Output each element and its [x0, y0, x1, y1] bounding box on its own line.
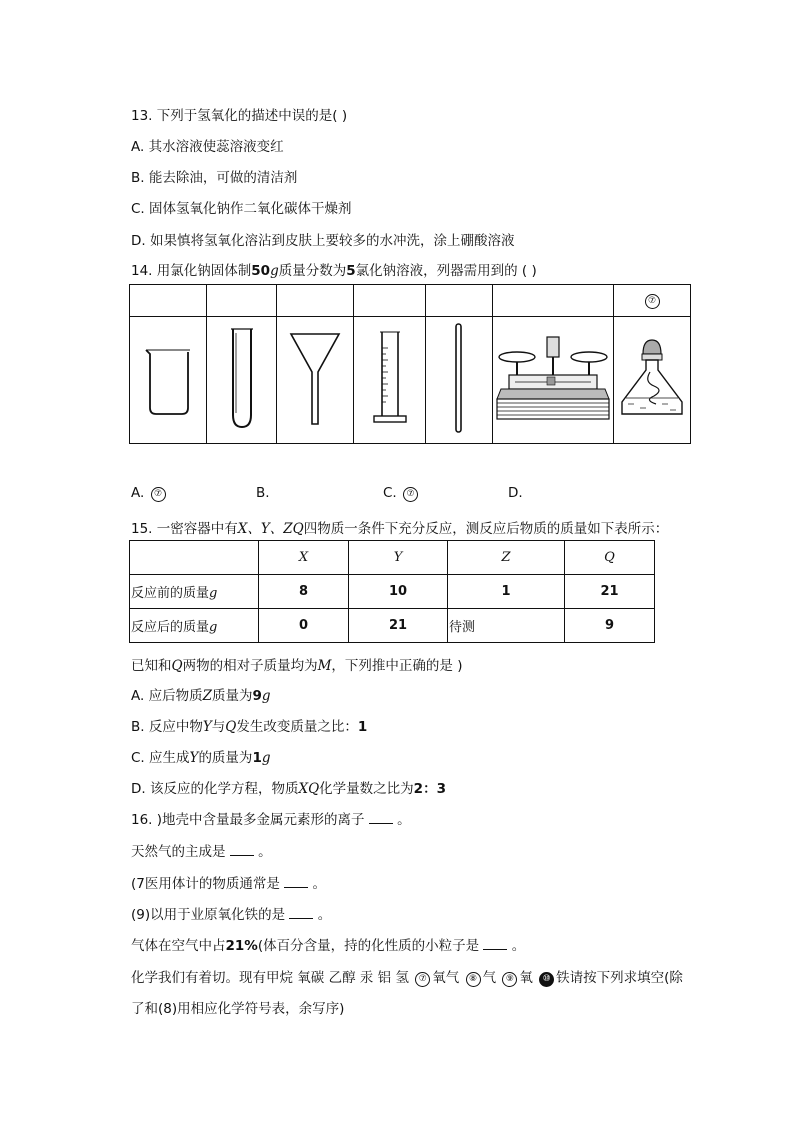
answer-blank[interactable]: [289, 906, 313, 919]
graduated-cylinder-icon: [370, 328, 410, 428]
q15-option-a: A. 应后物质Z质量为9g: [131, 688, 271, 704]
q14-apparatus-table: [129, 284, 691, 444]
q16-line-1: 16. )地壳中含量最多金属元素形的离子 。: [131, 812, 411, 828]
col-z: Z: [448, 541, 565, 575]
q15-note: 已知和Q两物的相对子质量均为M，下列推中正确的是 ): [131, 658, 463, 674]
header-mark-7: ⑦: [645, 294, 660, 309]
alcohol-lamp-icon: [614, 332, 690, 424]
mark-7: ⑦: [415, 972, 430, 987]
option-a-mark: ⑦: [151, 487, 166, 502]
q13-option-d: D. 如果慎将氢氧化溶沾到皮肤上要较多的水冲洗，涂上硼酸溶液: [131, 233, 515, 249]
q15-stem: 15. 一密容器中有X、Y、ZQ四物质一条件下充分反应，测反应后物质的质量如下表所示：: [131, 521, 669, 537]
q13-stem: 13. 下列于氢氧化的描述中误的是( ): [131, 108, 348, 124]
q13-option-c: C. 固体氢氧化钠作二氧化碳体干燥剂: [131, 201, 352, 217]
funnel-icon: [285, 328, 345, 428]
q13-option-a: A. 其水溶液使蕊溶液变红: [131, 139, 284, 155]
q16-line-2: 天然气的主成是 。: [131, 844, 272, 860]
mark-10: ⑩: [539, 972, 554, 987]
answer-blank[interactable]: [284, 875, 308, 888]
col-q: Q: [565, 541, 655, 575]
beaker-icon: [138, 338, 198, 418]
answer-blank[interactable]: [369, 811, 393, 824]
answer-blank[interactable]: [230, 843, 254, 856]
col-x: X: [259, 541, 349, 575]
q14-option-c: C. ⑦: [383, 485, 420, 502]
option-c-mark: ⑦: [403, 487, 418, 502]
table-row: 反应后的质量g 0 21 待测 9: [130, 609, 655, 643]
mark-9: ⑨: [502, 972, 517, 987]
q14-option-b: B.: [256, 485, 270, 501]
q15-option-c: C. 应生成Y的质量为1g: [131, 750, 271, 766]
glass-rod-icon: [449, 322, 469, 434]
q16-line-4: (9)以用于业原氧化铁的是 。: [131, 907, 332, 923]
mark-8: ⑧: [466, 972, 481, 987]
q13-option-b: B. 能去除油，可做的清洁剂: [131, 170, 298, 186]
col-y: Y: [349, 541, 448, 575]
answer-blank[interactable]: [483, 937, 507, 950]
q16-line-6: 化学我们有着切。现有甲烷 氧碳 乙醇 汞 铝 氢 ⑦ 氧气 ⑧ 气 ⑨ 氧 ⑩ 铁请按下列求填空(除: [131, 970, 683, 986]
q15-option-b: B. 反应中物Y与Q发生改变质量之比：1: [131, 719, 368, 735]
q16-line-7: 了和(8)用相应化学符号表，余写序): [131, 1001, 345, 1017]
q16-line-5: 气体在空气中占21%(体百分含量，持的化性质的小粒子是 。: [131, 938, 526, 954]
balance-scale-icon: [495, 333, 611, 423]
test-tube-icon: [227, 323, 257, 433]
q14-option-a: A. ⑦: [131, 485, 168, 502]
q14-stem: 14. 用氯化钠固体制50g质量分数为5氯化钠溶液，列器需用到的 ( ): [131, 263, 537, 279]
q14-option-d: D.: [508, 485, 523, 501]
q16-line-3: (7医用体计的物质通常是 。: [131, 876, 326, 892]
q15-option-d: D. 该反应的化学方程，物质XQ化学量数之比为2：3: [131, 781, 446, 797]
table-row: 反应前的质量g 8 10 1 21: [130, 575, 655, 609]
q15-mass-table: [129, 540, 655, 643]
